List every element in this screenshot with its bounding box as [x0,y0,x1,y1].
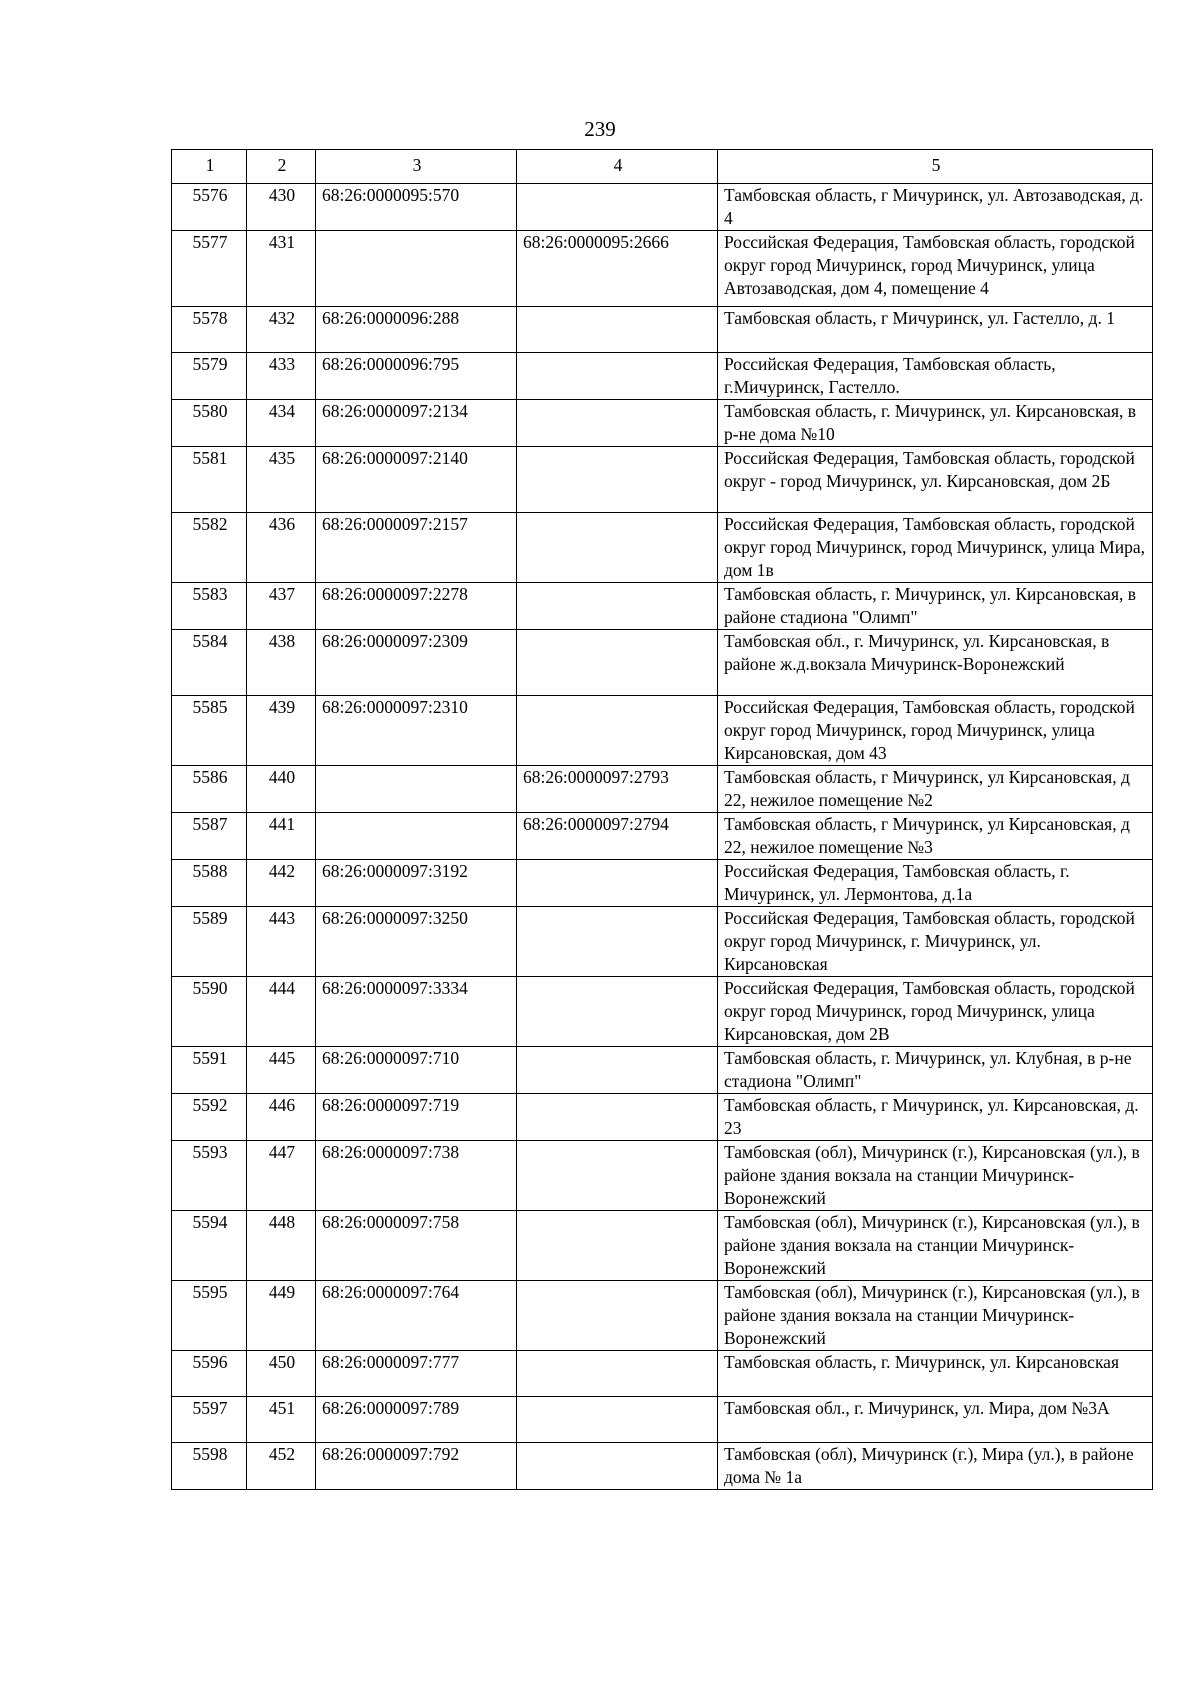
cell-col-1: 5577 [172,231,247,307]
table-row [172,231,1153,307]
cell-col-3: 68:26:0000097:758 [316,1211,517,1281]
cell-col-2: 444 [247,977,316,1047]
cell-col-5: Тамбовская (обл), Мичуринск (г.), Кирсановская (ул.), в районе здания вокзала на станции Мичуринск-Воронежский [718,1211,1153,1281]
page-number: 239 [584,117,616,141]
cell-col-2: 442 [247,860,316,907]
table-row [172,353,1153,400]
cell-col-1: 5579 [172,353,247,400]
cell-col-5: Тамбовская область, г Мичуринск, ул Кирсановская, д 22, нежилое помещение №2 [718,766,1153,813]
cell-col-3: 68:26:0000097:3192 [316,860,517,907]
cell-col-2: 430 [247,184,316,231]
cell-col-3: 68:26:0000097:3334 [316,977,517,1047]
cell-col-3 [316,231,517,307]
cell-col-2: 452 [247,1443,316,1490]
cell-col-4 [517,977,718,1047]
cell-col-1: 5595 [172,1281,247,1351]
cell-col-5: Тамбовская область, г Мичуринск, ул. Гастелло, д. 1 [718,307,1153,353]
cell-col-5: Тамбовская область, г. Мичуринск, ул. Клубная, в р-не стадиона "Олимп" [718,1047,1153,1094]
cell-col-3: 68:26:0000097:2140 [316,447,517,513]
cell-col-1: 5585 [172,696,247,766]
cell-col-3: 68:26:0000097:2278 [316,583,517,630]
cell-col-2: 439 [247,696,316,766]
cell-col-5: Тамбовская обл., г. Мичуринск, ул. Кирсановская, в районе ж.д.вокзала Мичуринск-Воронежский [718,630,1153,696]
cell-col-4 [517,1281,718,1351]
cell-col-5: Тамбовская (обл), Мичуринск (г.), Кирсановская (ул.), в районе здания вокзала на станции Мичуринск-Воронежский [718,1141,1153,1211]
cell-col-4 [517,1094,718,1141]
cell-col-2: 432 [247,307,316,353]
table-row [172,583,1153,630]
cell-col-2: 440 [247,766,316,813]
cell-col-1: 5592 [172,1094,247,1141]
cell-col-4 [517,1047,718,1094]
cell-col-5: Российская Федерация, Тамбовская область, городской округ город Мичуринск, город Мичуринск, улица Автозаводская, дом 4, помещение 4 [718,231,1153,307]
cell-col-4 [517,907,718,977]
table-row [172,1397,1153,1443]
cell-col-1: 5598 [172,1443,247,1490]
column-header-1: 1 [172,150,247,184]
cell-col-5: Российская Федерация, Тамбовская область, городской округ город Мичуринск, город Мичуринск, улица Мира, дом 1в [718,513,1153,583]
cell-col-3: 68:26:0000097:2310 [316,696,517,766]
cell-col-4 [517,353,718,400]
table-row [172,447,1153,513]
cell-col-5: Тамбовская (обл), Мичуринск (г.), Кирсановская (ул.), в районе здания вокзала на станции Мичуринск-Воронежский [718,1281,1153,1351]
cell-col-5: Тамбовская область, г Мичуринск, ул. Кирсановская, д. 23 [718,1094,1153,1141]
cell-col-2: 438 [247,630,316,696]
cell-col-1: 5576 [172,184,247,231]
table-row [172,1281,1153,1351]
cell-col-1: 5582 [172,513,247,583]
table-row [172,1141,1153,1211]
cell-col-3: 68:26:0000097:777 [316,1351,517,1397]
header-row [172,150,1153,184]
cell-col-5: Российская Федерация, Тамбовская область, городской округ город Мичуринск, город Мичуринск, улица Кирсановская, дом 43 [718,696,1153,766]
table-row [172,1351,1153,1397]
cell-col-3: 68:26:0000097:738 [316,1141,517,1211]
cell-col-4 [517,1443,718,1490]
table-row [172,696,1153,766]
cell-col-2: 443 [247,907,316,977]
cell-col-4 [517,583,718,630]
cell-col-4 [517,184,718,231]
cell-col-2: 447 [247,1141,316,1211]
cell-col-1: 5587 [172,813,247,860]
table-row [172,1443,1153,1490]
cell-col-3: 68:26:0000097:2157 [316,513,517,583]
table-row [172,860,1153,907]
register-table [171,149,1153,1490]
cell-col-2: 435 [247,447,316,513]
column-header-3: 3 [316,150,517,184]
cell-col-1: 5584 [172,630,247,696]
cell-col-2: 446 [247,1094,316,1141]
cell-col-5: Тамбовская (обл), Мичуринск (г.), Мира (ул.), в районе дома № 1а [718,1443,1153,1490]
cell-col-1: 5594 [172,1211,247,1281]
cell-col-2: 448 [247,1211,316,1281]
cell-col-3: 68:26:0000097:2134 [316,400,517,447]
cell-col-4 [517,307,718,353]
cell-col-5: Тамбовская область, г Мичуринск, ул Кирсановская, д 22, нежилое помещение №3 [718,813,1153,860]
table-row [172,513,1153,583]
cell-col-3: 68:26:0000096:795 [316,353,517,400]
cell-col-2: 436 [247,513,316,583]
cell-col-3: 68:26:0000097:764 [316,1281,517,1351]
cell-col-4 [517,630,718,696]
table-row [172,184,1153,231]
column-header-5: 5 [718,150,1153,184]
table-row [172,630,1153,696]
column-header-4: 4 [517,150,718,184]
cell-col-4 [517,860,718,907]
cell-col-4 [517,1397,718,1443]
cell-col-1: 5597 [172,1397,247,1443]
cell-col-1: 5589 [172,907,247,977]
cell-col-2: 449 [247,1281,316,1351]
cell-col-2: 431 [247,231,316,307]
table-row [172,766,1153,813]
cell-col-5: Российская Федерация, Тамбовская область, городской округ - город Мичуринск, ул. Кирсановская, дом 2Б [718,447,1153,513]
table-row [172,307,1153,353]
cell-col-1: 5581 [172,447,247,513]
cell-col-4: 68:26:0000097:2793 [517,766,718,813]
cell-col-3: 68:26:0000097:3250 [316,907,517,977]
cell-col-4: 68:26:0000097:2794 [517,813,718,860]
cell-col-1: 5593 [172,1141,247,1211]
cell-col-2: 445 [247,1047,316,1094]
cell-col-1: 5588 [172,860,247,907]
cell-col-1: 5590 [172,977,247,1047]
cell-col-5: Тамбовская область, г Мичуринск, ул. Автозаводская, д. 4 [718,184,1153,231]
cell-col-5: Российская Федерация, Тамбовская область, г.Мичуринск, Гастелло. [718,353,1153,400]
cell-col-3 [316,766,517,813]
table-row [172,813,1153,860]
cell-col-4 [517,447,718,513]
cell-col-4 [517,1211,718,1281]
cell-col-4 [517,1351,718,1397]
cell-col-1: 5580 [172,400,247,447]
column-header-2: 2 [247,150,316,184]
cell-col-1: 5586 [172,766,247,813]
cell-col-4 [517,400,718,447]
cell-col-5: Российская Федерация, Тамбовская область, г. Мичуринск, ул. Лермонтова, д.1а [718,860,1153,907]
cell-col-1: 5578 [172,307,247,353]
cell-col-5: Тамбовская область, г. Мичуринск, ул. Кирсановская [718,1351,1153,1397]
cell-col-3: 68:26:0000097:719 [316,1094,517,1141]
table-body [172,184,1153,1490]
cell-col-2: 441 [247,813,316,860]
cell-col-5: Российская Федерация, Тамбовская область, городской округ город Мичуринск, г. Мичуринск, ул. Кирсановская [718,907,1153,977]
cell-col-5: Тамбовская область, г. Мичуринск, ул. Кирсановская, в р-не дома №10 [718,400,1153,447]
cell-col-3: 68:26:0000097:792 [316,1443,517,1490]
table-row [172,1094,1153,1141]
cell-col-4 [517,1141,718,1211]
cell-col-1: 5596 [172,1351,247,1397]
cell-col-1: 5583 [172,583,247,630]
cell-col-2: 437 [247,583,316,630]
cell-col-2: 451 [247,1397,316,1443]
cell-col-1: 5591 [172,1047,247,1094]
cell-col-2: 433 [247,353,316,400]
cell-col-5: Российская Федерация, Тамбовская область, городской округ город Мичуринск, город Мичуринск, улица Кирсановская, дом 2В [718,977,1153,1047]
cell-col-2: 450 [247,1351,316,1397]
cell-col-3: 68:26:0000097:789 [316,1397,517,1443]
cell-col-3: 68:26:0000097:2309 [316,630,517,696]
table-row [172,1047,1153,1094]
cell-col-4 [517,513,718,583]
cell-col-3: 68:26:0000096:288 [316,307,517,353]
cell-col-3: 68:26:0000095:570 [316,184,517,231]
table-row [172,1211,1153,1281]
cell-col-3 [316,813,517,860]
cell-col-4: 68:26:0000095:2666 [517,231,718,307]
cell-col-5: Тамбовская обл., г. Мичуринск, ул. Мира, дом №3А [718,1397,1153,1443]
table-row [172,907,1153,977]
table-row [172,400,1153,447]
table-row [172,977,1153,1047]
cell-col-5: Тамбовская область, г. Мичуринск, ул. Кирсановская, в районе стадиона "Олимп" [718,583,1153,630]
cell-col-2: 434 [247,400,316,447]
cell-col-4 [517,696,718,766]
cell-col-3: 68:26:0000097:710 [316,1047,517,1094]
